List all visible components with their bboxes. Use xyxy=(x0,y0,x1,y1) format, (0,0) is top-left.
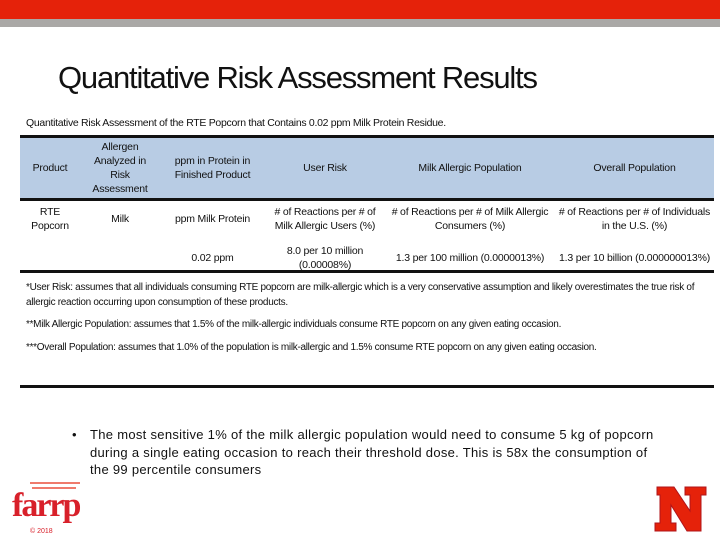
top-grey-bar xyxy=(0,19,720,27)
header-cell: User Risk xyxy=(303,162,347,174)
farrp-logo xyxy=(10,478,90,538)
footnote-milk-allergic: **Milk Allergic Population: assumes that 1.5% of the milk-allergic individuals consume RTE popcorn on any given eating occasion. xyxy=(26,319,562,330)
table-header-row xyxy=(20,137,714,200)
table-cell: 1.3 per 10 billion (0.000000013%) xyxy=(558,251,710,264)
table-cell: 1.3 per 100 million (0.0000013%) xyxy=(395,251,545,264)
top-red-bar xyxy=(0,0,720,19)
table-cell: # of Reactions per # of Milk Allergic Users (%) xyxy=(274,206,376,233)
table-cell: 8.0 per 10 million (0.00008%) xyxy=(286,244,364,271)
header-cell: Milk Allergic Population xyxy=(418,162,522,174)
bullet-text: The most sensitive 1% of the milk allergic population would need to consume 5 kg of popcorn during a single eating occasion to reach their threshold dose. This is 58x the consumption of the 99 percentile consumers xyxy=(90,427,654,477)
table-cell: Milk xyxy=(111,213,129,226)
nebraska-n-logo xyxy=(654,483,709,533)
bullet-icon: • xyxy=(72,427,77,442)
footnote-overall: ***Overall Population: assumes that 1.0% of the population is milk-allergic and 1.5% consume RTE popcorn on any given eating occasion. xyxy=(26,341,597,353)
footnotes xyxy=(20,270,714,388)
table-cell: # of Reactions per # of Milk Allergic Consumers (%) xyxy=(391,206,549,233)
bullet-point xyxy=(72,426,662,479)
table-caption: Quantitative Risk Assessment of the RTE Popcorn that Contains 0.02 ppm Milk Protein Residue. xyxy=(26,117,446,129)
table-cell: # of Reactions per # of Individuals in the U.S. (%) xyxy=(558,206,711,233)
table-cell: ppm Milk Protein xyxy=(175,213,250,226)
table-cell: 0.02 ppm xyxy=(191,251,234,264)
header-cell: ppm in Protein in Finished Product xyxy=(174,155,251,181)
svg-text:© 2018: © 2018 xyxy=(30,528,53,535)
svg-text:farrp: farrp xyxy=(12,487,80,524)
table-row xyxy=(20,200,714,238)
page-title: Quantitative Risk Assessment Results xyxy=(58,60,537,95)
header-cell: Product xyxy=(32,162,68,174)
risk-table xyxy=(20,135,714,278)
table-cell: RTE Popcorn xyxy=(31,206,69,233)
header-cell: Allergen Analyzed in Risk Assessment xyxy=(92,141,148,195)
footnote-user-risk: *User Risk: assumes that all individuals consuming RTE popcorn are milk-allergic which is a very conservative assumption and likely overestimates the true risk of allergic reaction occurring upon consumption of these products. xyxy=(26,282,695,308)
header-cell: Overall Population xyxy=(593,162,676,174)
